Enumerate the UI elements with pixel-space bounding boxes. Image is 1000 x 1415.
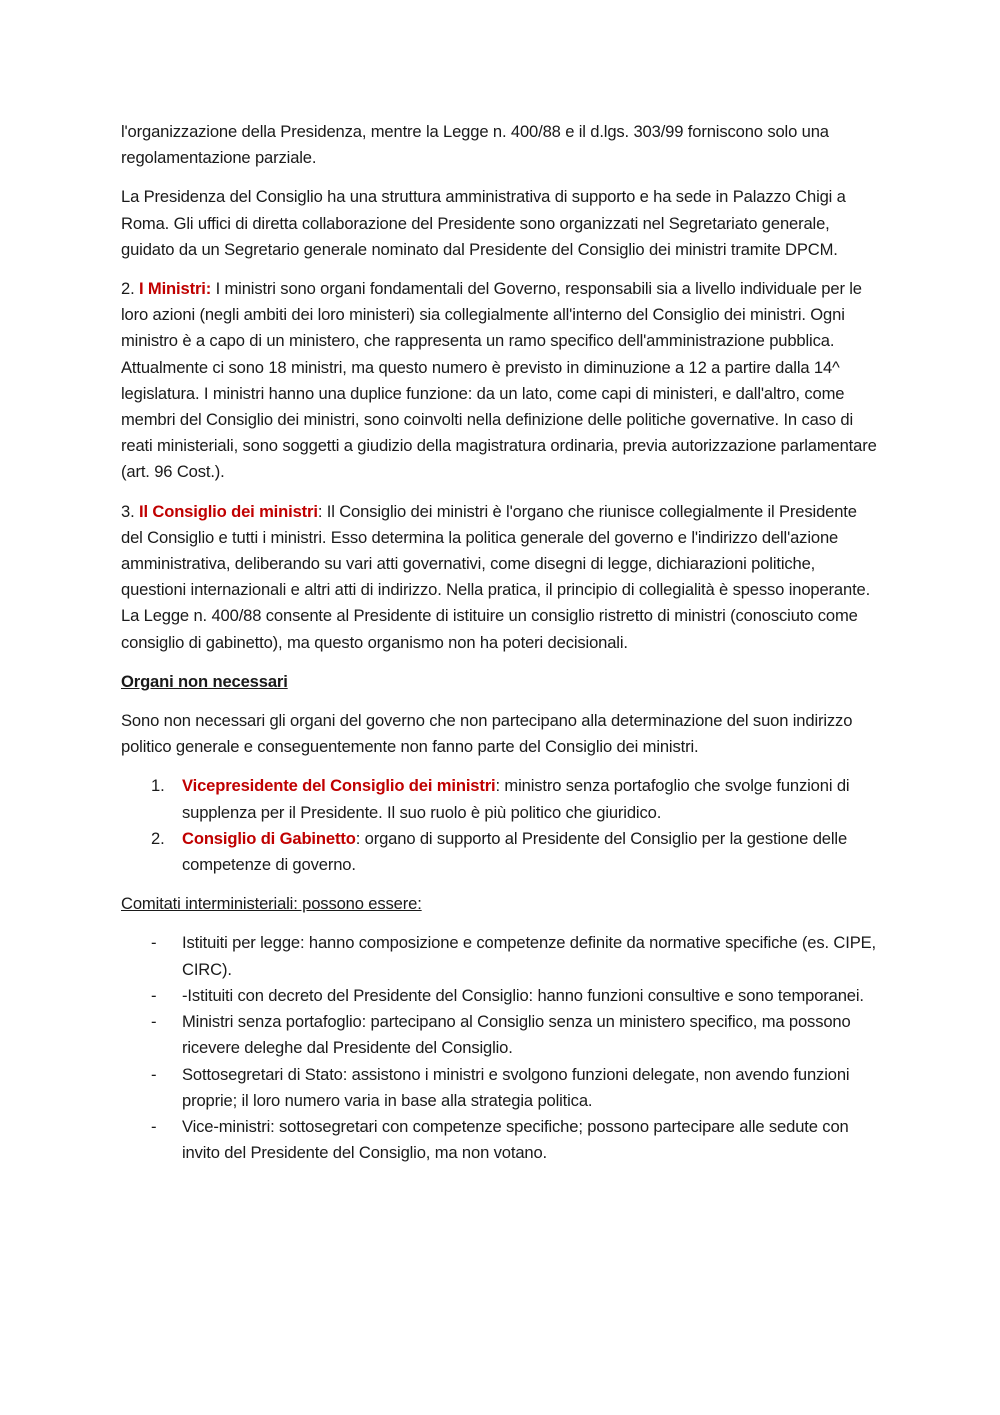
list-item	[121, 1114, 880, 1166]
section-number: 3.	[121, 501, 139, 521]
dash-list-comitati	[121, 930, 880, 1166]
list-item	[121, 1062, 880, 1114]
heading-organi-non-necessari: Organi non necessari	[121, 671, 288, 691]
paragraph-ministri	[121, 276, 880, 486]
heading-comitati-interministeriali: Comitati interministeriali: possono essere:	[121, 894, 422, 914]
list-marker: -	[151, 1064, 157, 1084]
list-item-text: Sottosegretari di Stato: assistono i ministri e svolgono funzioni delegate, non avendo funzioni proprie; il loro numero varia in base alla strategia politica.	[182, 1064, 850, 1110]
list-item	[121, 1009, 880, 1061]
list-item-title: Vicepresidente del Consiglio dei ministri	[182, 776, 496, 796]
section-title-consiglio-ministri: Il Consiglio dei ministri	[139, 501, 318, 521]
list-item-text: Istituiti per legge: hanno composizione e competenze definite da normative specifiche (es. CIPE, CIRC).	[182, 933, 876, 979]
list-item	[121, 930, 880, 982]
list-marker: -	[151, 1012, 157, 1032]
section-title-ministri: I Ministri:	[139, 279, 212, 299]
list-item	[121, 773, 880, 825]
paragraph-presidenza-struttura: La Presidenza del Consiglio ha una struttura amministrativa di supporto e ha sede in Palazzo Chigi a Roma. Gli uffici di diretta collaborazione del Presidente sono organizzati nel Segretariato generale, guidato da un Segretario generale nominato dal Presidente del Consiglio dei ministri tramite DPCM.	[121, 187, 846, 259]
section-number: 2.	[121, 279, 139, 299]
section-body-consiglio-ministri: : Il Consiglio dei ministri è l'organo che riunisce collegialmente il Presidente del Consiglio e tutti i ministri. Esso determina la politica generale del governo e l'indirizzo dell'azione amministrativa, deliberando su vari atti governativi, come disegni di legge, dichiarazioni politiche, questioni internazionali e altri atti di indirizzo. Nella pratica, il principio di collegialità è spesso inoperante. La Legge n. 400/88 consente al Presidente di istituire un consiglio ristretto di ministri (conosciuto come consiglio di gabinetto), ma questo organismo non ha poteri decisionali.	[121, 501, 871, 652]
list-marker: -	[151, 1116, 157, 1136]
paragraph-presidenza-regolamentazione: l'organizzazione della Presidenza, mentre la Legge n. 400/88 e il d.lgs. 303/99 forniscono solo una regolamentazione parziale.	[121, 122, 829, 168]
list-item-text: Ministri senza portafoglio: partecipano al Consiglio senza un ministero specifico, ma possono ricevere deleghe dal Presidente del Consiglio.	[182, 1012, 851, 1058]
section-body-ministri: I ministri sono organi fondamentali del Governo, responsabili sia a livello individuale per le loro azioni (negli ambiti dei loro ministeri) sia collegialmente all'interno del Consiglio dei ministri. Ogni ministro è a capo di un ministero, che rappresenta un ramo specifico dell'amministrazione pubblica. Attualmente ci sono 18 ministri, ma questo numero è previsto in diminuzione a 12 a partire dalla 14^ legislatura. I ministri hanno una duplice funzione: da un lato, come capi di ministeri, e dall'altro, come membri del Consiglio dei ministri, sono coinvolti nella definizione delle politiche governative. In caso di reati ministeriali, sono soggetti a giudizio della magistratura ordinaria, previa autorizzazione parlamentare (art. 96 Cost.).	[121, 279, 877, 482]
list-item-text: -Istituiti con decreto del Presidente del Consiglio: hanno funzioni consultive e sono temporanei.	[182, 985, 864, 1005]
numbered-list-organi	[121, 773, 880, 878]
list-marker: 2.	[151, 828, 165, 848]
list-marker: -	[151, 933, 157, 953]
list-item-title: Consiglio di Gabinetto	[182, 828, 356, 848]
list-item-body: : ministro senza portafoglio che svolge funzioni di supplenza per il Presidente. Il suo ruolo è più politico che giuridico.	[182, 776, 850, 822]
list-item	[121, 826, 880, 878]
list-item-body: : organo di supporto al Presidente del Consiglio per la gestione delle competenze di governo.	[182, 828, 848, 875]
paragraph-organi-non-necessari: Sono non necessari gli organi del governo che non partecipano alla determinazione del suon indirizzo politico generale e conseguentemente non fanno parte del Consiglio dei ministri.	[121, 711, 853, 757]
list-marker: 1.	[151, 776, 165, 796]
paragraph-consiglio-ministri	[121, 499, 880, 656]
list-marker: -	[151, 985, 157, 1005]
list-item-text: Vice-ministri: sottosegretari con competenze specifiche; possono partecipare alle sedute con invito del Presidente del Consiglio, ma non votano.	[182, 1116, 849, 1163]
list-item	[121, 983, 880, 1009]
